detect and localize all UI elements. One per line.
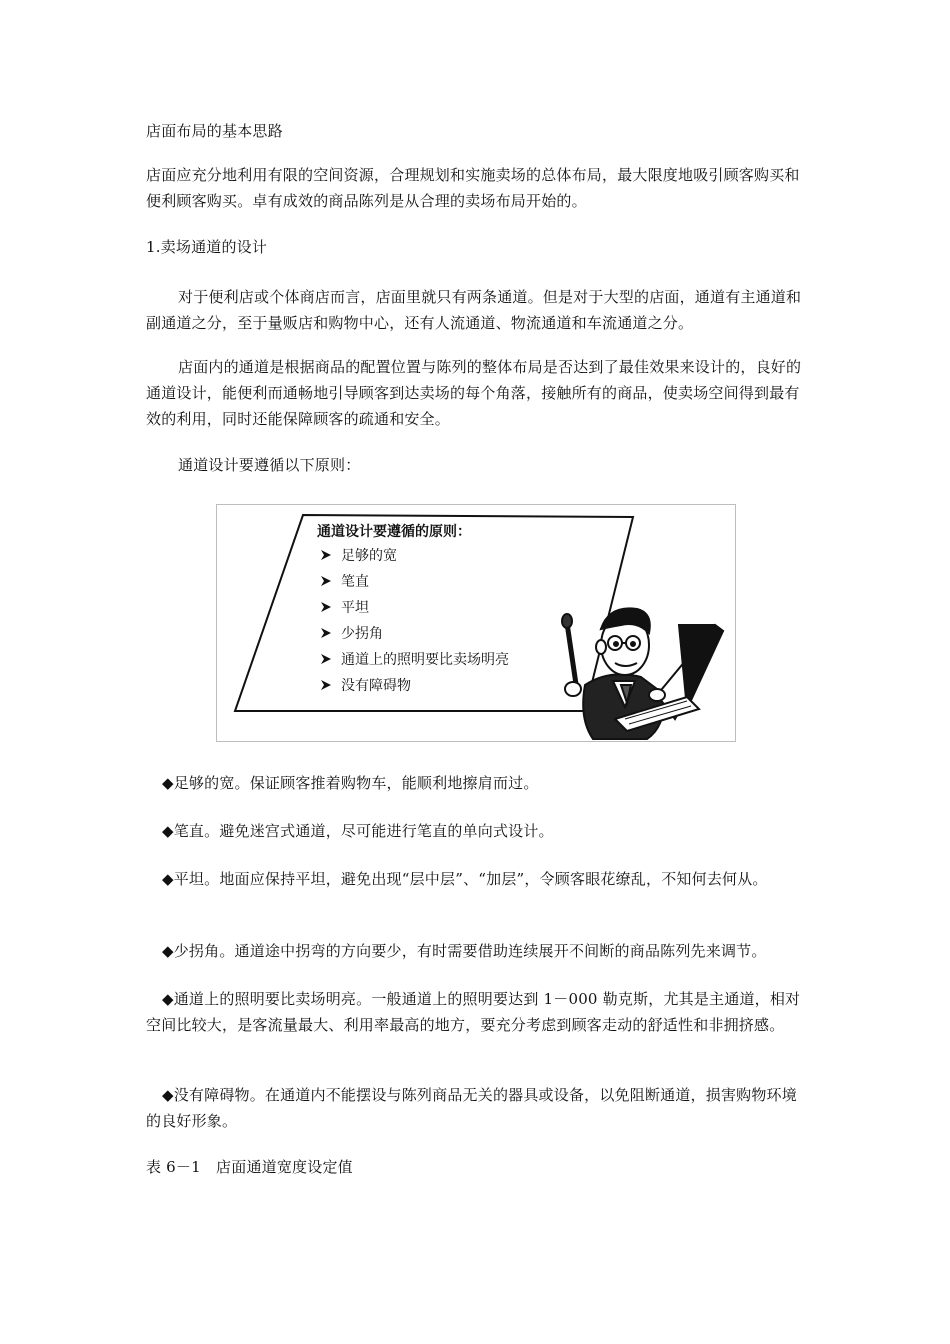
figure-item-text: 足够的宽 [341,548,397,564]
figure-title: 通道设计要遵循的原则： [317,524,471,540]
figure-list-item [321,651,509,668]
figure-item-text: 平坦 [341,600,369,616]
section-heading: 1.卖场通道的设计 [146,238,268,256]
bullet-wide: ◆足够的宽。保证顾客推着购物车，能顺利地擦肩而过。 [162,774,539,792]
paragraph-1: 对于便利店或个体商店而言，店面里就只有两条通道。但是对于大型的店面，通道有主通道和副通道之分，至于量贩店和购物中心，还有人流通道、物流通道和车流通道之分。 [146,288,802,332]
figure-item-text: 通道上的照明要比卖场明亮 [341,652,509,668]
bullet-lighting: ◆通道上的照明要比卖场明亮。一般通道上的照明要达到 1－000 勒克斯，尤其是主通道，相对空间比较大，是客流量最大、利用率最高的地方，要充分考虑到顾客走动的舒适性和非拥挤感。 [146,990,801,1034]
paragraph-2: 店面内的通道是根据商品的配置位置与陈列的整体布局是否达到了最佳效果来设计的，良好的通道设计，能便利而通畅地引导顾客到达卖场的每个角落，接触所有的商品，使卖场空间得到最有效的利用，同时还能保障顾客的疏通和安全。 [146,358,802,428]
bullet-flat: ◆平坦。地面应保持平坦，避免出现“层中层”、“加层”，令顾客眼花缭乱，不知何去何从。 [162,870,768,888]
bullet-straight: ◆笔直。避免迷宫式通道，尽可能进行笔直的单向式设计。 [162,822,554,840]
bullet-few-corners: ◆少拐角。通道途中拐弯的方向要少，有时需要借助连续展开不间断的商品陈列先来调节。 [162,942,767,960]
bullet-no-obstacles: ◆没有障碍物。在通道内不能摆设与陈列商品无关的器具或设备，以免阻断通道，损害购物环境的良好形象。 [146,1086,797,1130]
figure-item-text: 笔直 [341,574,369,590]
principles-figure [216,504,736,742]
paragraph-3: 通道设计要遵循以下原则： [178,456,361,474]
principles-illustration [217,505,735,741]
pointer-tip [562,614,572,628]
table-caption: 表 6－1 店面通道宽度设定值 [146,1158,353,1176]
figure-item-text: 没有障碍物 [341,678,411,694]
figure-item-text: 少拐角 [341,626,383,642]
doc-title: 店面布局的基本思路 [146,122,283,140]
intro-paragraph: 店面应充分地利用有限的空间资源，合理规划和实施卖场的总体布局，最大限度地吸引顾客购买和便利顾客购买。卓有成效的商品陈列是从合理的卖场布局开始的。 [146,166,800,210]
